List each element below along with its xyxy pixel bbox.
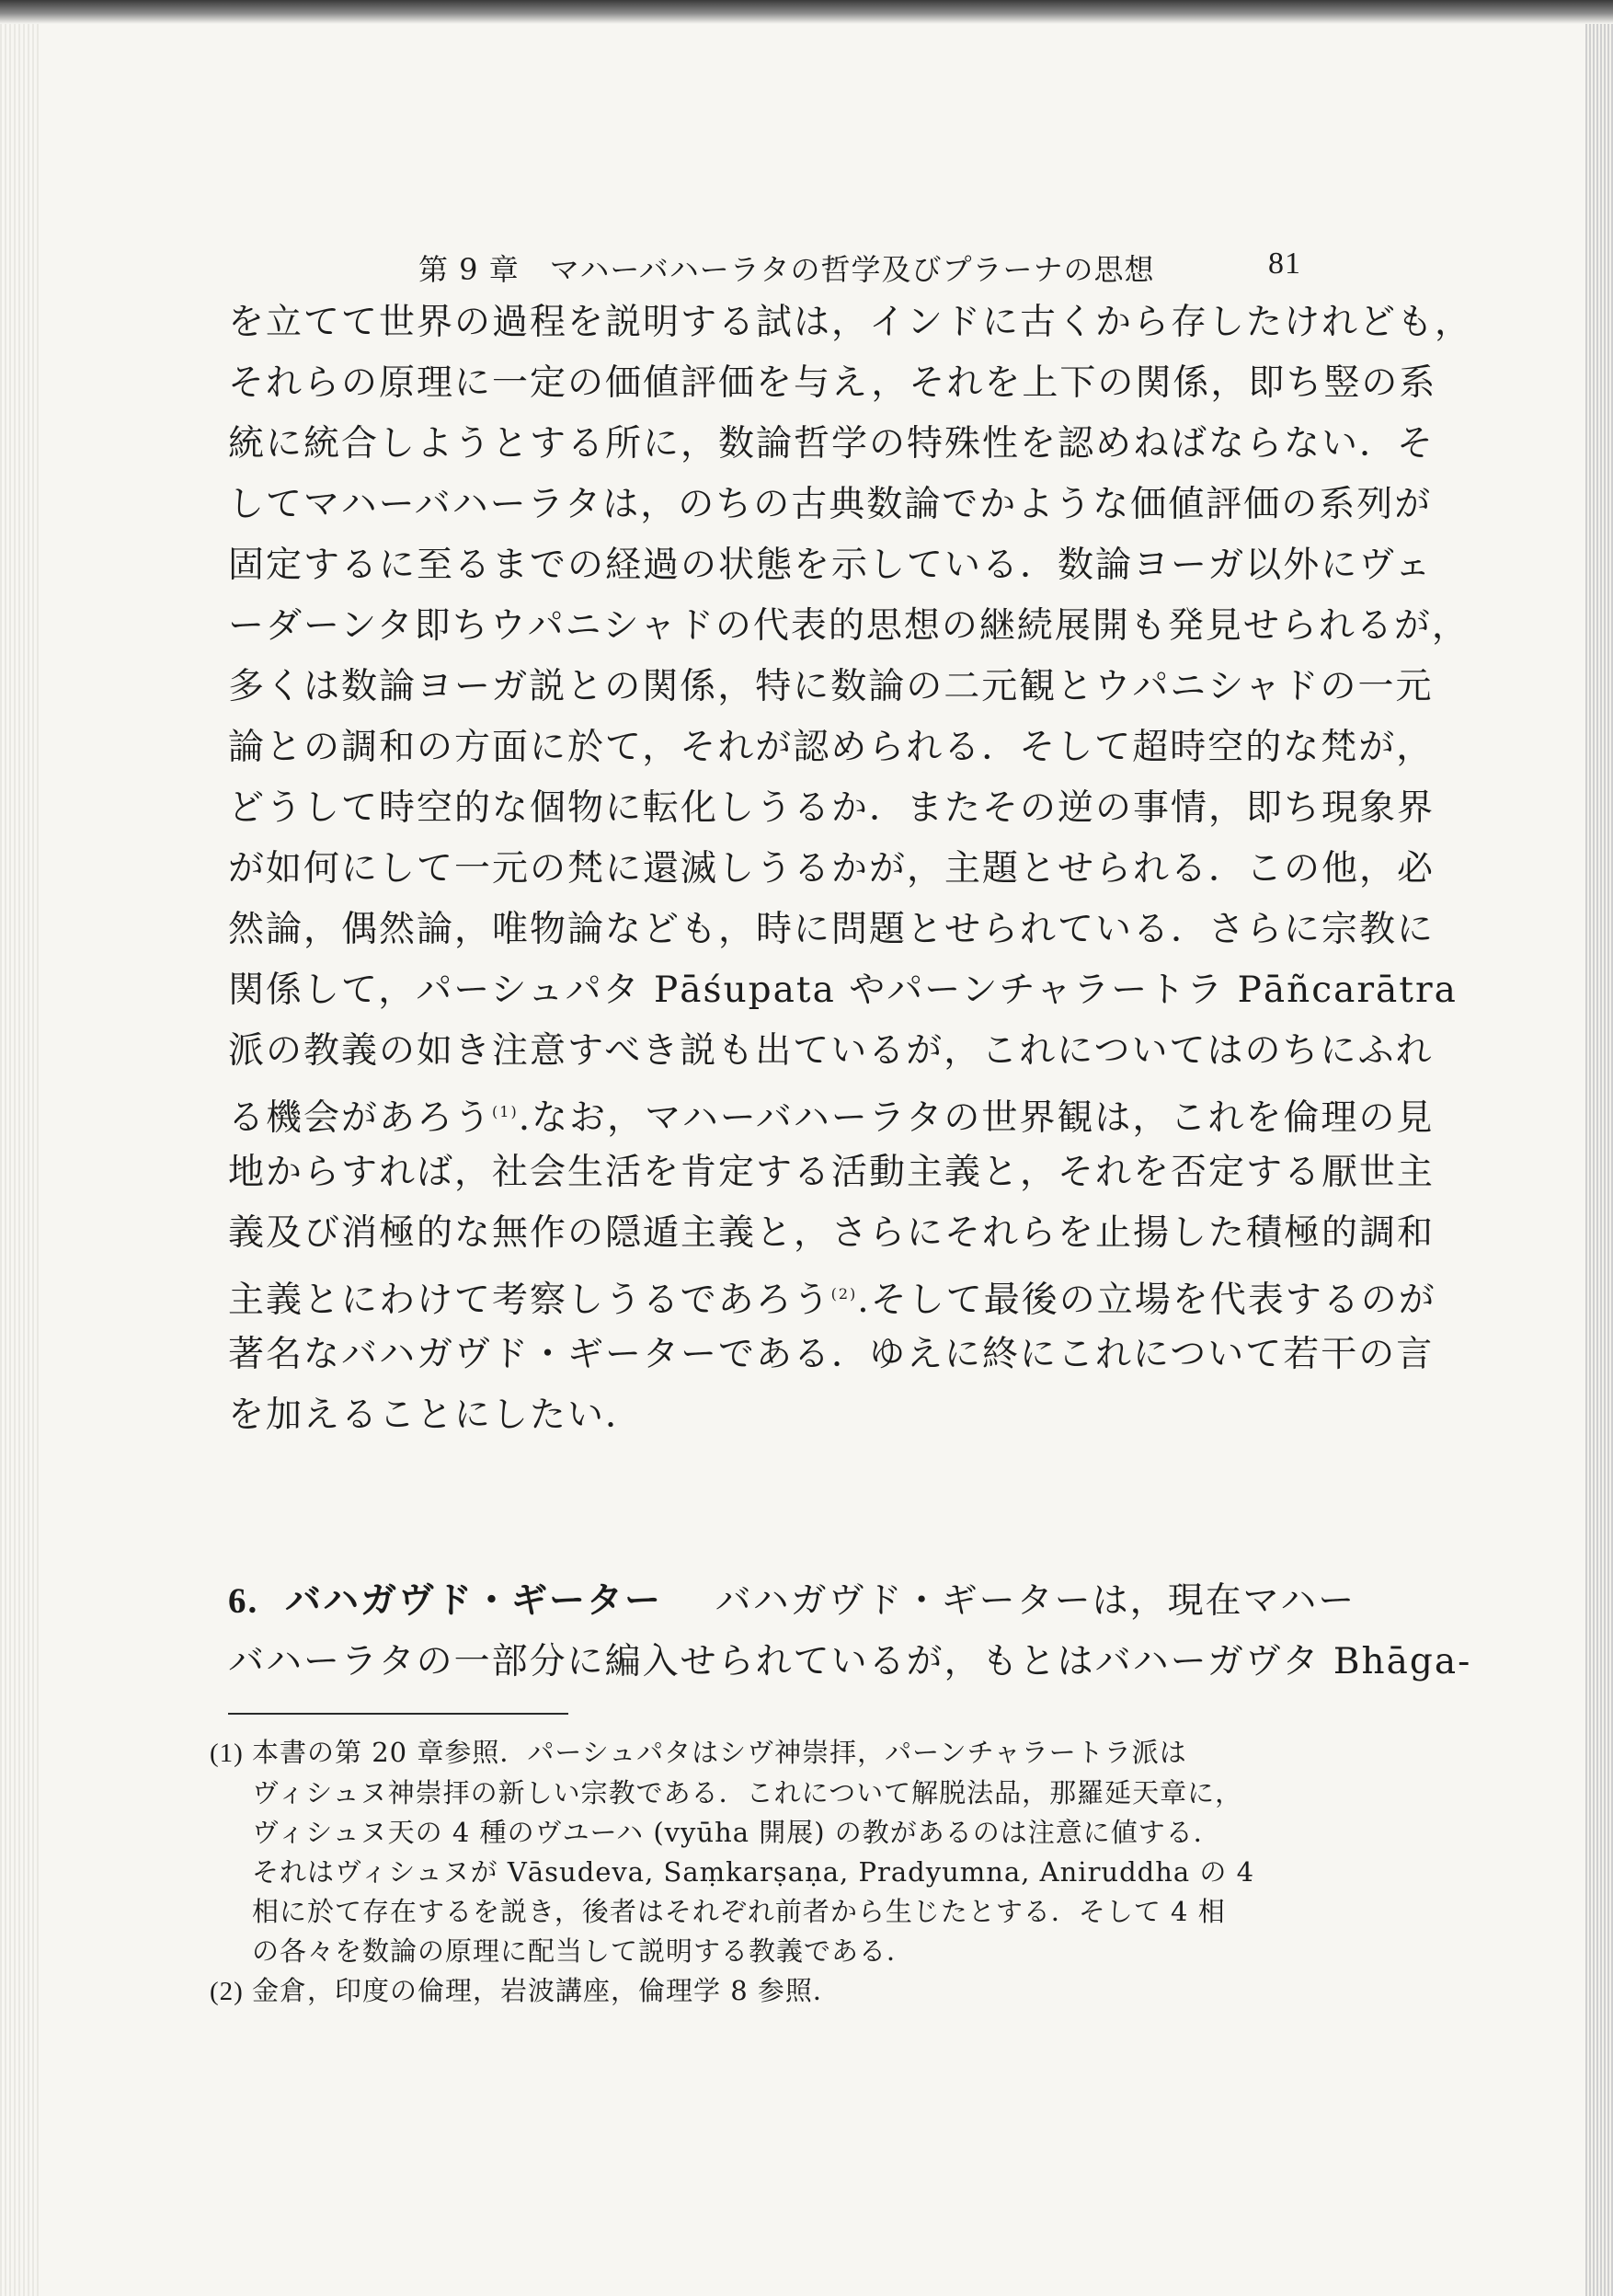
body-line: が如何にして一元の梵に還滅しうるかが，主題とせられる．この他，必 [228,848,1436,890]
footnote-1-line: の各々を数論の原理に配当して説明する教義である． [252,1935,915,1967]
footnote-mark-1: (1) [210,1739,244,1768]
section-title: バハガヴド・ギーター [285,1580,663,1622]
body-line: 論との調和の方面に於て，それが認められる．そして超時空的な梵が， [228,727,1435,768]
body-line: 義及び消極的な無作の隠遁主義と，さらにそれらを止揚した積極的調和 [228,1212,1436,1254]
body-line: それらの原理に一定の価値評価を与え，それを上下の関係，即ち竪の系 [228,362,1437,404]
footnotes [210,1733,1313,2012]
scan-right-edge [1585,24,1613,2296]
body-line: 統に統合しようとする所に，数論哲学の特殊性を認めねばならない．そ [228,423,1436,465]
section-heading-line [228,1571,1356,1632]
footnote-ref-1[interactable]: (1) [492,1103,519,1120]
footnote-1-line: 相に於て存在するを説き，後者はそれぞれ前者から生じたとする．そして 4 相 [252,1896,1226,1927]
body-line: してマハーバハーラタは，のちの古典数論でかような価値評価の系列が [228,484,1433,525]
body-line: 派の教義の如き注意すべき説も出ているが，これについてはのちにふれ [228,1030,1434,1072]
body-line-with-footnote-1 [228,1082,1435,1142]
section-body-line: バハーラタの一部分に編入せられているが，もとはバハーガヴタ Bhāga- [228,1641,1472,1682]
body-line-with-footnote-2 [228,1264,1436,1325]
page-number: 81 [1268,247,1301,281]
body-text-fragment: る機会があろう [228,1097,493,1139]
body-line: ーダーンタ即ちウパニシャドの代表的思想の継続展開も発見せられるが， [228,605,1470,647]
body-text-fragment: 主義とにわけて考察しうるであろう [228,1280,831,1321]
footnote-rule [228,1713,568,1715]
footnote-1-line: それはヴィシュヌが Vāsudeva, Saṃkarṣaṇa, Pradyumna, Aniruddha の 4 [252,1856,1255,1888]
body-line: 多くは数論ヨーガ説との関係，特に数論の二元観とウパニシャドの一元 [228,666,1434,707]
body-line: を加えることにしたい． [228,1395,644,1436]
footnote-mark-2: (2) [210,1977,244,2006]
running-header [418,247,1301,293]
body-line: 固定するに至るまでの経過の状態を示している．数論ヨーガ以外にヴェ [228,545,1433,586]
footnote-text: 金倉，印度の倫理，岩波講座，倫理学 8 参照． [252,1975,841,2006]
footnote-text: 本書の第 20 章参照．パーシュパタはシヴ神崇拝，パーンチャラートラ派は [252,1737,1187,1768]
body-line: 然論，偶然論，唯物論なども，時に問題とせられている．さらに宗教に [228,909,1436,950]
footnote-1-line: ヴィシュヌ神崇拝の新しい宗教である．これについて解脱法品，那羅延天章に， [252,1777,1243,1808]
body-text-fragment: .そして最後の立場を代表するのが [857,1280,1436,1321]
body-text-fragment: .なお，マハーバハーラタの世界観は，これを倫理の見 [518,1097,1435,1139]
footnote-2-line [210,1971,1313,2012]
section-number: 6. [228,1581,259,1621]
body-line: を立てて世界の過程を説明する試は，インドに古くから存したけれども， [228,302,1473,343]
footnote-1-line [210,1733,1313,1774]
scan-top-shadow [0,0,1613,24]
body-line: 著名なバハガヴド・ギーターである．ゆえに終にこれについて若干の言 [228,1334,1435,1375]
section-text-fragment: バハガヴド・ギーターは，現在マハー [715,1580,1356,1622]
body-line: 関係して，パーシュパタ Pāśupata やパーンチャラートラ Pāñcarātra [228,970,1458,1011]
body-line: 地からすれば，社会生活を肯定する活動主義と，それを否定する厭世主 [228,1152,1436,1193]
footnote-1-line: ヴィシュヌ天の 4 種のヴユーハ (vyūha 開展) の教があるのは注意に値する． [252,1817,1221,1848]
chapter-title: 第 9 章 マハーバハーラタの哲学及びプラーナの思想 [418,252,1155,287]
section-6 [228,1571,1472,1693]
body-text [228,293,1473,1446]
footnote-ref-2[interactable]: (2) [830,1285,858,1303]
scan-left-edge [0,24,39,2296]
body-line: どうして時空的な個物に転化しうるか．またその逆の事情，即ち現象界 [228,787,1436,829]
